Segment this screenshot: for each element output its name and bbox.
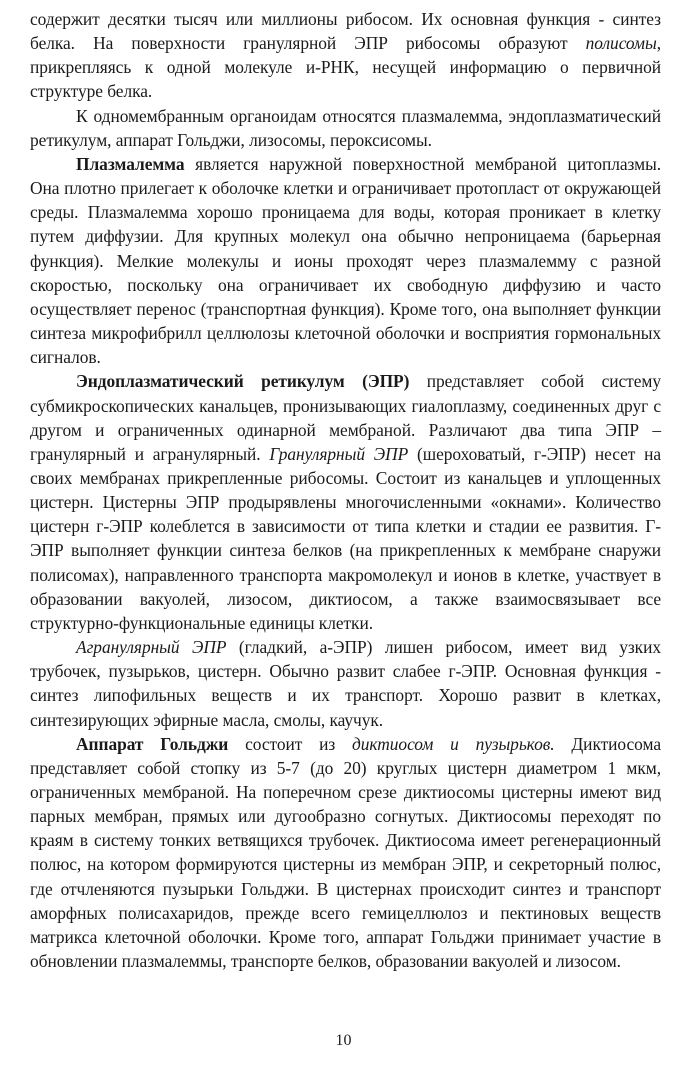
paragraph-text: К одномембранным органоидам относятся плазмалемма, эндоплазматический ретикулум, аппарат Гольджи, лизосомы, пероксисомы.	[30, 105, 661, 150]
paragraph-text: представляет собой систему субмикроскопических канальцев, пронизывающих гиалоплазму, соединенных друг с другом и ограниченных одинарной мембраной. Различают два типа ЭПР – гранулярный и агранулярный.	[30, 371, 661, 464]
page-body-text	[30, 7, 661, 973]
italic-term: полисомы	[585, 33, 657, 54]
paragraph-text: содержит десятки тысяч или миллионы рибосом. Их основная функция - синтез белка. На поверхности гранулярной ЭПР рибосомы образуют	[30, 9, 661, 54]
bold-term: Аппарат Гольджи	[76, 733, 229, 754]
paragraph	[30, 635, 661, 732]
paragraph-text: Диктиосома представляет собой стопку из 5-7 (до 20) круглых цистерн диаметром 1 мкм, ограниченных мембраной. На поперечном срезе диктиосомы цистерны имеют вид парных мембран, прямых или дугообразно согнутых. Диктиосомы переходят по краям в систему тонких ветвящихся трубочек. Диктиосома имеет регенерационный полюс, на котором формируются цистерны из мембран ЭПР, и секреторный полюс, где отчленяются пузырьки Гольджи. В цистернах происходит синтез и транспорт аморфных полисахаридов, прежде всего гемицеллюлоз и пектиновых веществ матрикса клеточной оболочки. Кроме того, аппарат Гольджи принимает участие в обновлении плазмалеммы, транспорте белков, образовании вакуолей и лизосом.	[30, 733, 661, 972]
bold-term: Плазмалемма	[76, 153, 185, 174]
paragraph	[30, 152, 661, 369]
italic-term: Агранулярный ЭПР	[76, 637, 227, 658]
paragraph-text: является наружной поверхностной мембраной цитоплазмы. Она плотно прилегает к оболочке клетки и ограничивает протопласт от окружающей среды. Плазмалемма хорошо проницаема для воды, которая проникает в клетку путем диффузии. Для крупных молекул она обычно непроницаема (барьерная функция). Мелкие молекулы и ионы проходят через плазмалемму с разной скоростью, поскольку она ограничивает их свободную диффузию и часто осуществляет перенос (транспортная функция). Кроме того, она выполняет функции синтеза микрофибрилл целлюлозы клеточной оболочки и восприятия гормональных сигналов.	[30, 153, 661, 368]
paragraph-text: (гладкий, а-ЭПР) лишен рибосом, имеет вид узких трубочек, пузырьков, цистерн. Обычно развит слабее г-ЭПР. Основная функция - синтез липофильных веществ и их транспорт. Хорошо развит в клетках, синтезирующих эфирные масла, смолы, каучук.	[30, 637, 661, 730]
paragraph	[30, 732, 661, 974]
paragraph	[30, 7, 661, 104]
paragraph-text: (шероховатый, г-ЭПР) несет на своих мембранах прикрепленные рибосомы. Состоит из канальцев и уплощенных цистерн. Цистерны ЭПР продырявлены многочисленными «окнами». Количество цистерн г-ЭПР колеблется в зависимости от типа клетки и стадии ее развития. Г-ЭПР выполняет функции синтеза белков (на прикрепленных к мембране снаружи полисомах), направленного транспорта макромолекул и ионов в клетке, участвует в образовании вакуолей, лизосом, диктиосом, а также взаимосвязывает все структурно-функциональные единицы клетки.	[30, 443, 662, 633]
paragraph-text: состоит из	[228, 733, 353, 754]
bold-term: Эндоплазматический ретикулум (ЭПР)	[76, 371, 410, 392]
paragraph-text: , прикрепляясь к одной молекуле и-РНК, несущей информацию о первичной структуре белка.	[30, 33, 661, 102]
italic-term: диктиосом и пузырьков.	[352, 733, 555, 754]
paragraph	[30, 104, 661, 152]
page-number: 10	[335, 1032, 352, 1049]
paragraph	[30, 369, 661, 635]
italic-term: Гранулярный ЭПР	[269, 443, 409, 464]
